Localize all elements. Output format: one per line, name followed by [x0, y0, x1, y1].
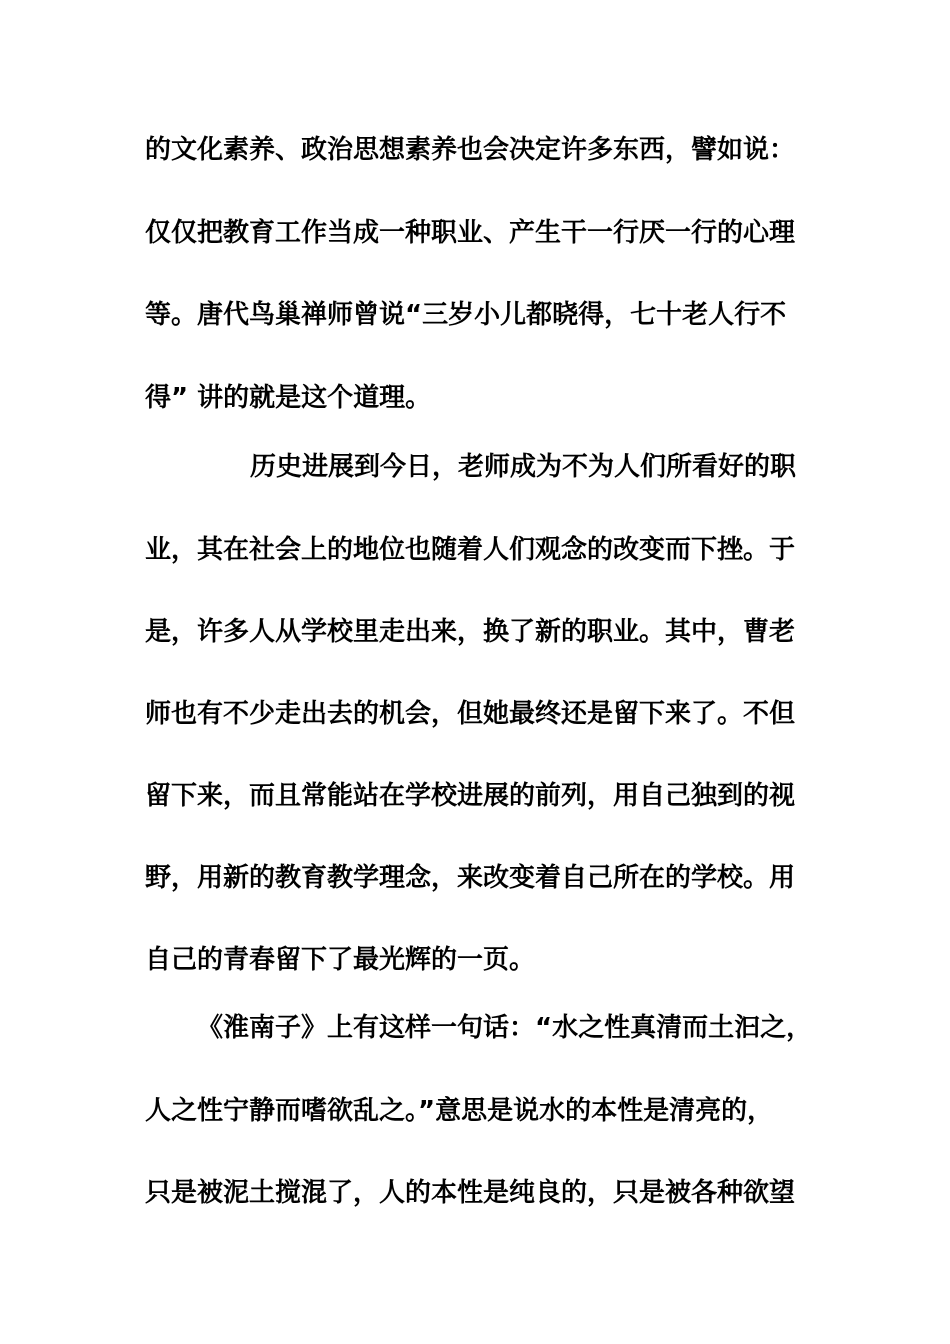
text-line: 师也有不少走出去的机会，但她最终还是留下来了。不但 — [145, 699, 796, 729]
text-line: 得” 讲的就是这个道理。 — [145, 383, 432, 413]
text-line: 是，许多人从学校里走出来，换了新的职业。其中，曹老 — [145, 617, 796, 647]
text-line: 只是被泥土搅混了，人的本性是纯良的，只是被各种欲望 — [145, 1178, 796, 1208]
text-line: 历史进展到今日，老师成为不为人们所看好的职 — [250, 452, 797, 482]
text-line: 野，用新的教育教学理念，来改变着自己所在的学校。用 — [145, 863, 796, 893]
text-line: 自己的青春留下了最光辉的一页。 — [145, 945, 536, 975]
text-line: 留下来，而且常能站在学校进展的前列，用自己独到的视 — [145, 781, 796, 811]
text-line: 等。唐代鸟巢禅师曾说“三岁小儿都晓得，七十老人行不 — [145, 300, 787, 330]
text-line: 《淮南子》上有这样一句话：“水之性真清而土汩之， — [197, 1013, 813, 1043]
text-line: 人之性宁静而嗜欲乱之。”意思是说水的本性是清亮的， — [145, 1096, 774, 1126]
text-line: 业，其在社会上的地位也随着人们观念的改变而下挫。于 — [145, 535, 796, 565]
text-line: 仅仅把教育工作当成一种职业、产生干一行厌一行的心理 — [145, 218, 796, 248]
text-line: 的文化素养、政治思想素养也会决定许多东西，譬如说： — [145, 135, 796, 165]
